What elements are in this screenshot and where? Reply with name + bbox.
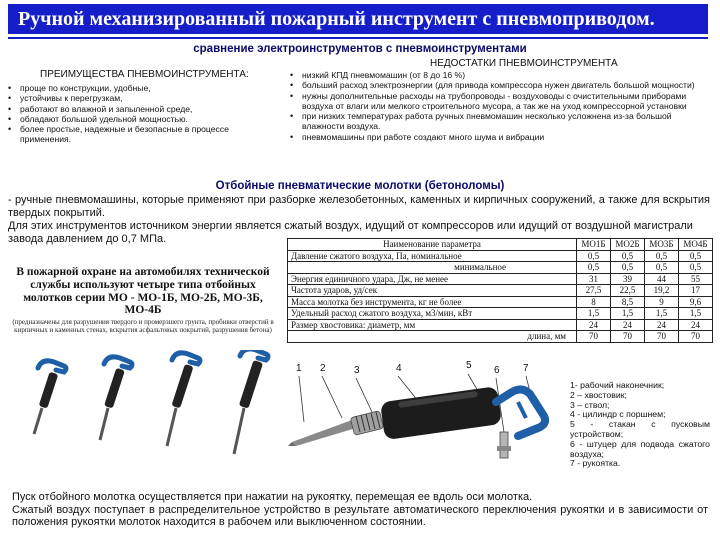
list-item: • низкий КПД пневмомашин (от 8 до 16 %) xyxy=(290,70,710,80)
hammer-mo3b-icon xyxy=(167,353,200,446)
header-cell: Наименование параметра xyxy=(288,239,577,251)
part-number: 5 xyxy=(466,360,472,371)
hammers-intro: - ручные пневмомашины, которые применяют при разборке железобетонных, каменных и кирпичных сооружений, а также для вскрытия твердых покрытий. xyxy=(8,194,710,219)
part-number: 6 xyxy=(494,365,500,376)
list-item: • нужны дополнительные расходы на трубопроводы - воздуховоды с очистительными приборами воздуха от влаги или мелкого строительного мусора, а так же на уход компрессорной установки xyxy=(290,91,710,112)
value-cell: 24 xyxy=(577,319,611,331)
table-row xyxy=(288,308,713,320)
param-cell: Частота ударов, уд/сек xyxy=(288,285,577,297)
legend-item: 7 - рукоятка. xyxy=(570,458,621,469)
header-cell: МО3Б xyxy=(645,239,679,251)
legend-item: 2 – хвостовик; xyxy=(570,389,627,400)
value-cell: 9,6 xyxy=(679,296,713,308)
legend-item: 3 – ствол; xyxy=(570,399,610,410)
title-banner xyxy=(8,4,708,34)
value-cell: 27,5 xyxy=(577,285,611,297)
operation-description xyxy=(12,491,708,529)
list-item: • проще по конструкции, удобные, xyxy=(8,83,276,93)
value-cell: 1,5 xyxy=(645,308,679,320)
legend-item: 5 - стакан с пусковым устройством; xyxy=(570,419,710,439)
value-cell: 8 xyxy=(577,296,611,308)
table-row xyxy=(288,262,713,274)
table-row xyxy=(288,296,713,308)
air-fitting xyxy=(497,432,511,458)
part-number: 3 xyxy=(354,365,360,376)
spec-table xyxy=(287,238,713,343)
param-cell: Размер хвостовика: диаметр, мм xyxy=(288,319,577,331)
legend-item: 4 - цилиндр с поршнем; xyxy=(570,409,666,420)
value-cell: 17 xyxy=(679,285,713,297)
shank-spring xyxy=(350,411,383,436)
fire-service-text: В пожарной охране на автомобилях технической службы используют четыре типа отбойных молотков серии МО - МО-1Б, МО-2Б, МО-3Б, МО-4Б xyxy=(16,266,270,317)
list-item: • обладают большой удельной мощностью. xyxy=(8,114,276,124)
param-cell: Давление сжатого воздуха, Па, номинальное xyxy=(288,250,577,262)
hammer-mo1b-icon xyxy=(34,361,66,434)
comparison-heading: сравнение электроинструментов с пневмоинструментами xyxy=(193,43,527,55)
hammer-mo2b-icon xyxy=(100,357,132,440)
value-cell: 70 xyxy=(577,331,611,343)
advantages-list xyxy=(8,83,276,145)
table-header-row xyxy=(288,239,713,251)
param-cell: Энергия единичного удара, Дж, не менее xyxy=(288,273,577,285)
table-row xyxy=(288,331,713,343)
list-item: • более простые, надежные и безопасные в процессе применения. xyxy=(8,124,276,145)
header-cell: МО4Б xyxy=(679,239,713,251)
value-cell: 70 xyxy=(679,331,713,343)
value-cell: 22,5 xyxy=(611,285,645,297)
part-number: 1 xyxy=(296,363,302,374)
header-cell: МО1Б xyxy=(577,239,611,251)
hammer-mo4b-icon xyxy=(234,350,268,454)
table-row xyxy=(288,319,713,331)
value-cell: 44 xyxy=(645,273,679,285)
value-cell: 0,5 xyxy=(577,262,611,274)
param-cell: длина, мм xyxy=(288,331,577,343)
value-cell: 0,5 xyxy=(611,262,645,274)
parts-legend xyxy=(570,381,710,469)
list-item: • устойчивы к перегрузкам, xyxy=(8,93,276,103)
value-cell: 0,5 xyxy=(645,250,679,262)
value-cell: 19,2 xyxy=(645,285,679,297)
value-cell: 1,5 xyxy=(577,308,611,320)
param-cell: Удельный расход сжатого воздуха, м3/мин, кВт xyxy=(288,308,577,320)
hammers-energy-source: Для этих инструментов источником энергии является сжатый воздух, идущий от компрессоров или идущий от воздушной магистрали завода давлением до 0,7 МПа. xyxy=(8,220,693,245)
table-row xyxy=(288,273,713,285)
pneumatic-hammer-illustration xyxy=(282,362,564,477)
value-cell: 24 xyxy=(679,319,713,331)
legend-item: 1- рабочий наконечник; xyxy=(570,380,665,390)
value-cell: 0,5 xyxy=(679,262,713,274)
working-tip xyxy=(288,420,356,446)
title-underline xyxy=(8,37,708,39)
header-cell: МО2Б xyxy=(611,239,645,251)
value-cell: 39 xyxy=(611,273,645,285)
legend-item: 6 - штуцер для подвода сжатого воздуха; xyxy=(570,438,710,459)
part-number: 2 xyxy=(320,363,326,374)
list-item: • работают во влажной и запыленной среде, xyxy=(8,104,276,114)
table-row xyxy=(288,250,713,262)
value-cell: 24 xyxy=(611,319,645,331)
value-cell: 0,5 xyxy=(645,262,679,274)
disadvantages-title: НЕДОСТАТКИ ПНЕВМОИНСТРУМЕНТА xyxy=(430,58,618,69)
barrel-cylinder xyxy=(380,386,502,440)
part-number: 4 xyxy=(396,363,402,374)
value-cell: 1,5 xyxy=(679,308,713,320)
value-cell: 55 xyxy=(679,273,713,285)
four-hammers-illustration xyxy=(30,350,285,460)
value-cell: 70 xyxy=(611,331,645,343)
part-number: 7 xyxy=(523,363,529,374)
operation-air-text: Сжатый воздух поступает в распределительное устройство в результате автоматического переключения рукоятки и в зависимости от положения рукоятки молоток находится в рабочем или выключенном состоянии. xyxy=(12,503,708,528)
param-cell: минимальное xyxy=(288,262,577,274)
hammers-heading: Отбойные пневматические молотки (бетоноломы) xyxy=(215,180,505,192)
list-item: • пневмомашины при работе создают много шума и вибрации xyxy=(290,132,710,142)
table-row xyxy=(288,285,713,297)
value-cell: 24 xyxy=(645,319,679,331)
list-item: • при низких температурах работа ручных пневмомашин несколько усложнена из-за большой влажности воздуха. xyxy=(290,111,710,132)
disadvantages-list xyxy=(290,70,710,142)
param-cell: Масса молотка без инструмента, кг не более xyxy=(288,296,577,308)
value-cell: 31 xyxy=(577,273,611,285)
value-cell: 9 xyxy=(645,296,679,308)
value-cell: 0,5 xyxy=(611,250,645,262)
value-cell: 0,5 xyxy=(679,250,713,262)
fire-service-note: (предназначены для разрушения твердого и промерзшего грунта, пробивки отверстий в кирпичных и каменных стенах, вскрытия асфальтовых покрытий, разрушения бетона) xyxy=(12,318,274,334)
value-cell: 0,5 xyxy=(577,250,611,262)
value-cell: 8,5 xyxy=(611,296,645,308)
value-cell: 70 xyxy=(645,331,679,343)
page-title: Ручной механизированный пожарный инструмент с пневмоприводом. xyxy=(18,7,655,30)
operation-start-text: Пуск отбойного молотка осуществляется при нажатии на рукоятку, перемещая ее вдоль оси молотка. xyxy=(12,491,533,503)
advantages-title: ПРЕИМУЩЕСТВА ПНЕВМОИНСТРУМЕНТА: xyxy=(40,69,249,80)
list-item: • больший расход электроэнергии (для привода компрессора нужен двигатель большой мощности) xyxy=(290,80,710,90)
value-cell: 1,5 xyxy=(611,308,645,320)
